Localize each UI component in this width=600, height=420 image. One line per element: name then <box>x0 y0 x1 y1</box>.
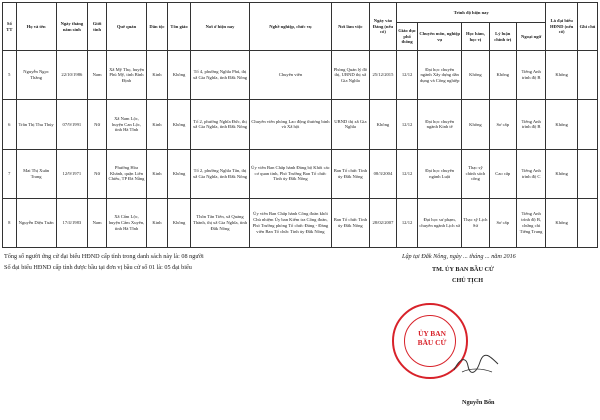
cell-occupation: Ủy viên Ban Chấp hành Công đoàn khối Chủ nhiệm Ủy ban Kiểm tra Công đoàn, Phó Trưởng phòng Tổ chức Đảng - Đảng viên Ban Tổ chức Tỉnh ủy Đắk Nông <box>249 198 331 247</box>
cell-ethnicity: Kinh <box>146 149 167 198</box>
signer-name: Nguyễn Bốn <box>462 399 495 406</box>
header-general-edu: Giáo dục phổ thông <box>397 23 418 51</box>
cell-hometown: Xã Cẩm Lộc, huyện Cẩm Xuyên, tỉnh Hà Tĩnh <box>107 198 147 247</box>
cell-note <box>577 51 597 100</box>
cell-foreign-lang: Tiếng Anh trình độ B <box>516 100 545 149</box>
cell-political: Cao cấp <box>489 149 516 198</box>
header-religion: Tôn giáo <box>167 3 190 51</box>
cell-occupation: Chuyên viên <box>249 51 331 100</box>
cell-delegate: Không <box>546 51 578 100</box>
cell-gender: Nữ <box>88 100 107 149</box>
header-dob: Ngày tháng năm sinh <box>56 3 88 51</box>
seal-text-line2: BẦU CỬ <box>417 338 447 347</box>
cell-foreign-lang: Tiếng Anh trình độ B <box>516 51 545 100</box>
cell-delegate: Không <box>546 149 578 198</box>
cell-professional: Đại học chuyên ngành Kinh tế <box>418 100 462 149</box>
committee-title: TM. ỦY BAN BẦU CỬ <box>432 266 494 273</box>
cell-gender: Nữ <box>88 149 107 198</box>
header-hometown: Quê quán <box>107 3 147 51</box>
cell-note <box>577 198 597 247</box>
cell-ethnicity: Kinh <box>146 198 167 247</box>
table-header-row <box>3 3 598 23</box>
cell-delegate: Không <box>546 198 578 247</box>
cell-workplace: Ban Tổ chức Tỉnh ủy Đắk Nông <box>331 149 369 198</box>
cell-general-edu: 12/12 <box>397 149 418 198</box>
cell-political: Sơ cấp <box>489 100 516 149</box>
seats-count-text: Số đại biểu HĐND cấp tỉnh được bầu tại đơn vị bầu cử số 01 là: 05 đại biểu <box>4 264 192 271</box>
header-occupation: Nghề nghiệp, chức vụ <box>249 3 331 51</box>
chairman-title: CHỦ TỊCH <box>452 277 484 284</box>
header-foreign-lang: Ngoại ngữ <box>516 23 545 51</box>
cell-stt: 6 <box>3 100 17 149</box>
cell-ethnicity: Kinh <box>146 51 167 100</box>
header-delegate: Là đại biểu HĐND (nếu có) <box>546 3 578 51</box>
header-academic: Học hàm, học vị <box>462 23 489 51</box>
cell-workplace: Ban Tổ chức Tỉnh ủy Đắk Nông <box>331 198 369 247</box>
header-gender: Giới tính <box>88 3 107 51</box>
cell-residence: Tổ 4, phường Nghĩa Phú, thị xã Gia Nghĩa, tỉnh Đắk Nông <box>191 51 250 100</box>
header-ethnicity: Dân tộc <box>146 3 167 51</box>
header-political: Lý luận chính trị <box>489 23 516 51</box>
cell-party-join: 28/02/2007 <box>369 198 396 247</box>
header-level-group: Trình độ hiện nay <box>397 3 546 23</box>
cell-political: Không <box>489 51 516 100</box>
cell-note <box>577 100 597 149</box>
cell-name: Nguyễn Diệu Tuấn <box>16 198 56 247</box>
cell-residence: Thôn Tân Tiến, xã Quảng Thành, thị xã Gia Nghĩa, tỉnh Đắk Nông <box>191 198 250 247</box>
place-date-text: Lập tại Đắk Nông, ngày ... tháng ... năm 2016 <box>402 253 516 260</box>
header-party-join: Ngày vào Đảng (nếu có) <box>369 3 396 51</box>
header-professional: Chuyên môn, nghiệp vụ <box>418 23 462 51</box>
cell-general-edu: 12/12 <box>397 51 418 100</box>
cell-name: Nguyễn Ngọc Thắng <box>16 51 56 100</box>
cell-academic: Thạc sỹ Lịch Sử <box>462 198 489 247</box>
candidate-table <box>2 2 598 248</box>
table-row <box>3 149 598 198</box>
cell-dob: 17/4/1983 <box>56 198 88 247</box>
seal-text-line1: ỦY BAN <box>418 329 446 338</box>
cell-general-edu: 12/12 <box>397 198 418 247</box>
cell-dob: 12/9/1971 <box>56 149 88 198</box>
cell-occupation: Chuyên viên phòng Lao động thương binh và Xã hội <box>249 100 331 149</box>
cell-dob: 07/9/1991 <box>56 100 88 149</box>
cell-gender: Nam <box>88 51 107 100</box>
cell-academic: Không <box>462 51 489 100</box>
header-residence: Nơi ở hiện nay <box>191 3 250 51</box>
cell-general-edu: 12/12 <box>397 100 418 149</box>
header-note: Ghi chú <box>577 3 597 51</box>
cell-political: Sơ cấp <box>489 198 516 247</box>
cell-residence: Tổ 2, phường Nghĩa Tân, thị xã Gia Nghĩa, tỉnh Đắk Nông <box>191 149 250 198</box>
cell-academic: Thạc sỹ chính sách công <box>462 149 489 198</box>
total-candidates-text: Tổng số người ứng cử đại biểu HĐND cấp tỉnh trong danh sách này là: 08 người <box>4 253 204 260</box>
cell-stt: 7 <box>3 149 17 198</box>
cell-academic: Không <box>462 100 489 149</box>
cell-gender: Nam <box>88 198 107 247</box>
cell-stt: 5 <box>3 51 17 100</box>
cell-stt: 8 <box>3 198 17 247</box>
cell-professional: Đại học chuyên ngành Xây dựng dân dụng và Công nghiệp <box>418 51 462 100</box>
cell-foreign-lang: Tiếng Anh trình độ C <box>516 149 545 198</box>
cell-name: Trần Thị Thu Thủy <box>16 100 56 149</box>
cell-workplace: Phòng Quản lý đô thị, UBND thị xã Gia Nghĩa <box>331 51 369 100</box>
cell-religion: Không <box>167 51 190 100</box>
cell-foreign-lang: Tiếng Anh trình độ B, chứng chỉ Tiếng Trung <box>516 198 545 247</box>
table-row <box>3 198 598 247</box>
cell-party-join: Không <box>369 100 396 149</box>
cell-dob: 22/10/1986 <box>56 51 88 100</box>
header-name: Họ và tên <box>16 3 56 51</box>
cell-ethnicity: Kinh <box>146 100 167 149</box>
cell-note <box>577 149 597 198</box>
cell-professional: Đại học sư phạm, chuyên ngành Lịch sử <box>418 198 462 247</box>
cell-religion: Không <box>167 100 190 149</box>
table-row <box>3 51 598 100</box>
signature-icon <box>452 352 500 378</box>
cell-hometown: Xã Mỹ Thọ, huyện Phù Mỹ, tỉnh Bình Định <box>107 51 147 100</box>
cell-workplace: UBND thị xã Gia Nghĩa <box>331 100 369 149</box>
cell-party-join: 08/3/2004 <box>369 149 396 198</box>
cell-delegate: Không <box>546 100 578 149</box>
table-row <box>3 100 598 149</box>
header-stt: Số TT <box>3 3 17 51</box>
cell-party-join: 25/12/2015 <box>369 51 396 100</box>
cell-religion: Không <box>167 149 190 198</box>
cell-occupation: Ủy viên Ban Chấp hành Đảng bộ Khối các cơ quan tỉnh, Phó Trưởng Ban Tổ chức Tỉnh ủy Đắk Nông <box>249 149 331 198</box>
header-workplace: Nơi làm việc <box>331 3 369 51</box>
cell-professional: Đại học chuyên ngành Luật <box>418 149 462 198</box>
cell-hometown: Xã Nam Lộc, huyện Can Lộc, tỉnh Hà Tĩnh <box>107 100 147 149</box>
cell-religion: Không <box>167 198 190 247</box>
cell-name: Mai Thị Xuân Trang <box>16 149 56 198</box>
cell-residence: Tổ 2, phường Nghĩa Đức, thị xã Gia Nghĩa, tỉnh Đắk Nông <box>191 100 250 149</box>
cell-hometown: Phường Hòa Khánh, quận Liên Chiểu, TP Đà Nẵng <box>107 149 147 198</box>
